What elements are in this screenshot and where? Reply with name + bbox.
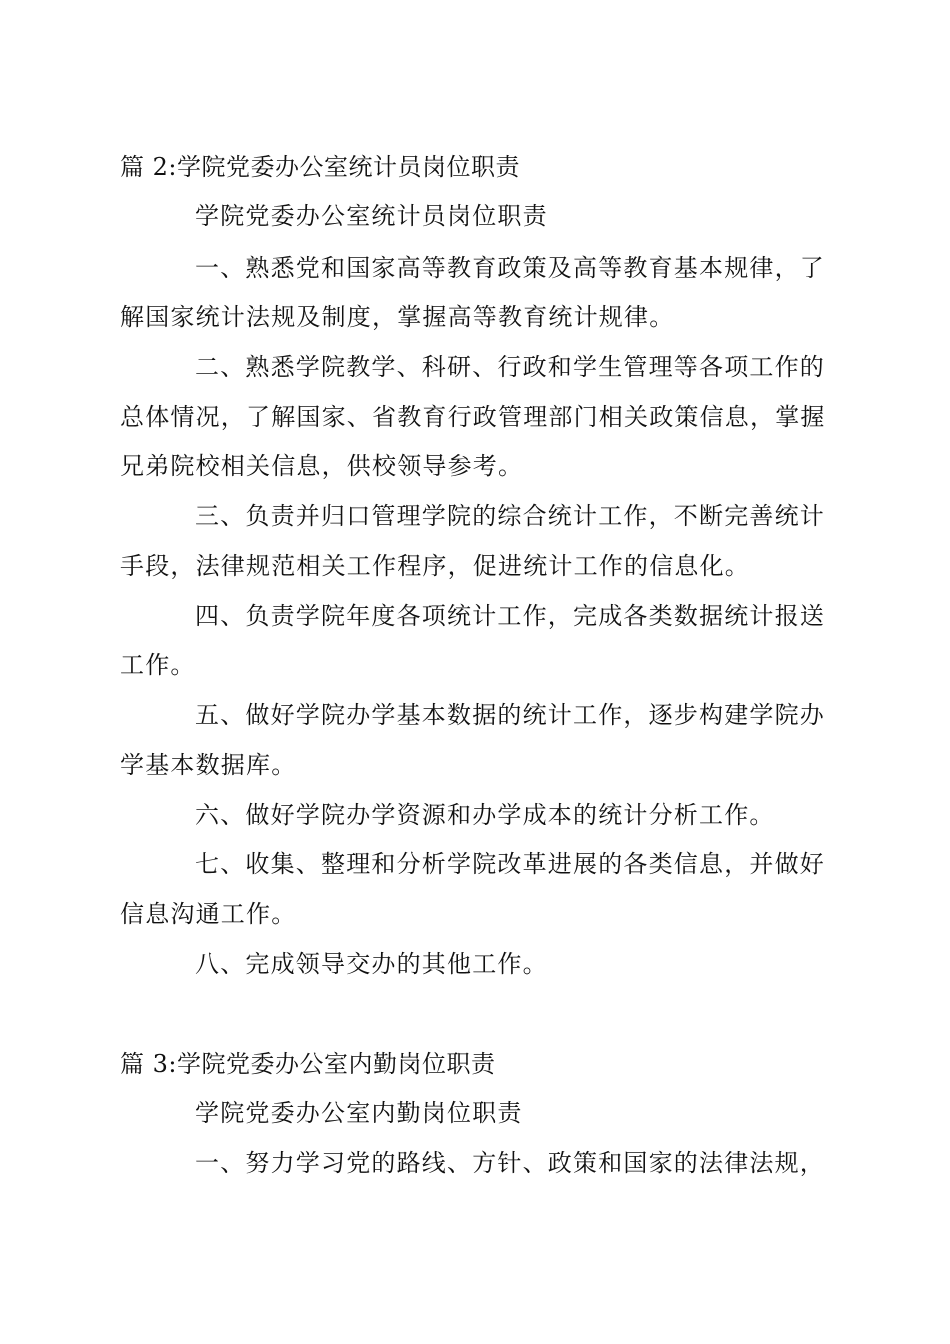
paragraph-line: 工作。 <box>120 651 196 679</box>
paragraph-line: 二、熟悉学院教学、科研、行政和学生管理等各项工作的 <box>195 353 825 381</box>
section2-heading: 篇 2:学院党委办公室统计员岗位职责 <box>120 153 520 181</box>
paragraph-line: 三、负责并归口管理学院的综合统计工作，不断完善统计 <box>195 502 825 530</box>
paragraph-line: 一、努力学习党的路线、方针、政策和国家的法律法规， <box>195 1149 825 1177</box>
paragraph-line: 六、做好学院办学资源和办学成本的统计分析工作。 <box>195 801 775 829</box>
paragraph-line: 兄弟院校相关信息，供校领导参考。 <box>120 452 524 480</box>
section2-subtitle: 学院党委办公室统计员岗位职责 <box>195 202 548 230</box>
paragraph-line: 信息沟通工作。 <box>120 900 297 928</box>
paragraph-line: 手段，法律规范相关工作程序，促进统计工作的信息化。 <box>120 552 750 580</box>
paragraph-line: 解国家统计法规及制度，掌握高等教育统计规律。 <box>120 303 675 331</box>
paragraph-line: 八、完成领导交办的其他工作。 <box>195 950 548 978</box>
section3-subtitle: 学院党委办公室内勤岗位职责 <box>195 1099 523 1127</box>
paragraph-line: 总体情况，了解国家、省教育行政管理部门相关政策信息，掌握 <box>120 403 826 431</box>
paragraph-line: 学基本数据库。 <box>120 751 297 779</box>
paragraph-line: 四、负责学院年度各项统计工作，完成各类数据统计报送 <box>195 602 825 630</box>
paragraph-line: 七、收集、整理和分析学院改革进展的各类信息，并做好 <box>195 850 825 878</box>
section3-heading: 篇 3:学院党委办公室内勤岗位职责 <box>120 1050 496 1078</box>
paragraph-line: 五、做好学院办学基本数据的统计工作，逐步构建学院办 <box>195 701 825 729</box>
paragraph-line: 一、熟悉党和国家高等教育政策及高等教育基本规律，了 <box>195 254 825 282</box>
